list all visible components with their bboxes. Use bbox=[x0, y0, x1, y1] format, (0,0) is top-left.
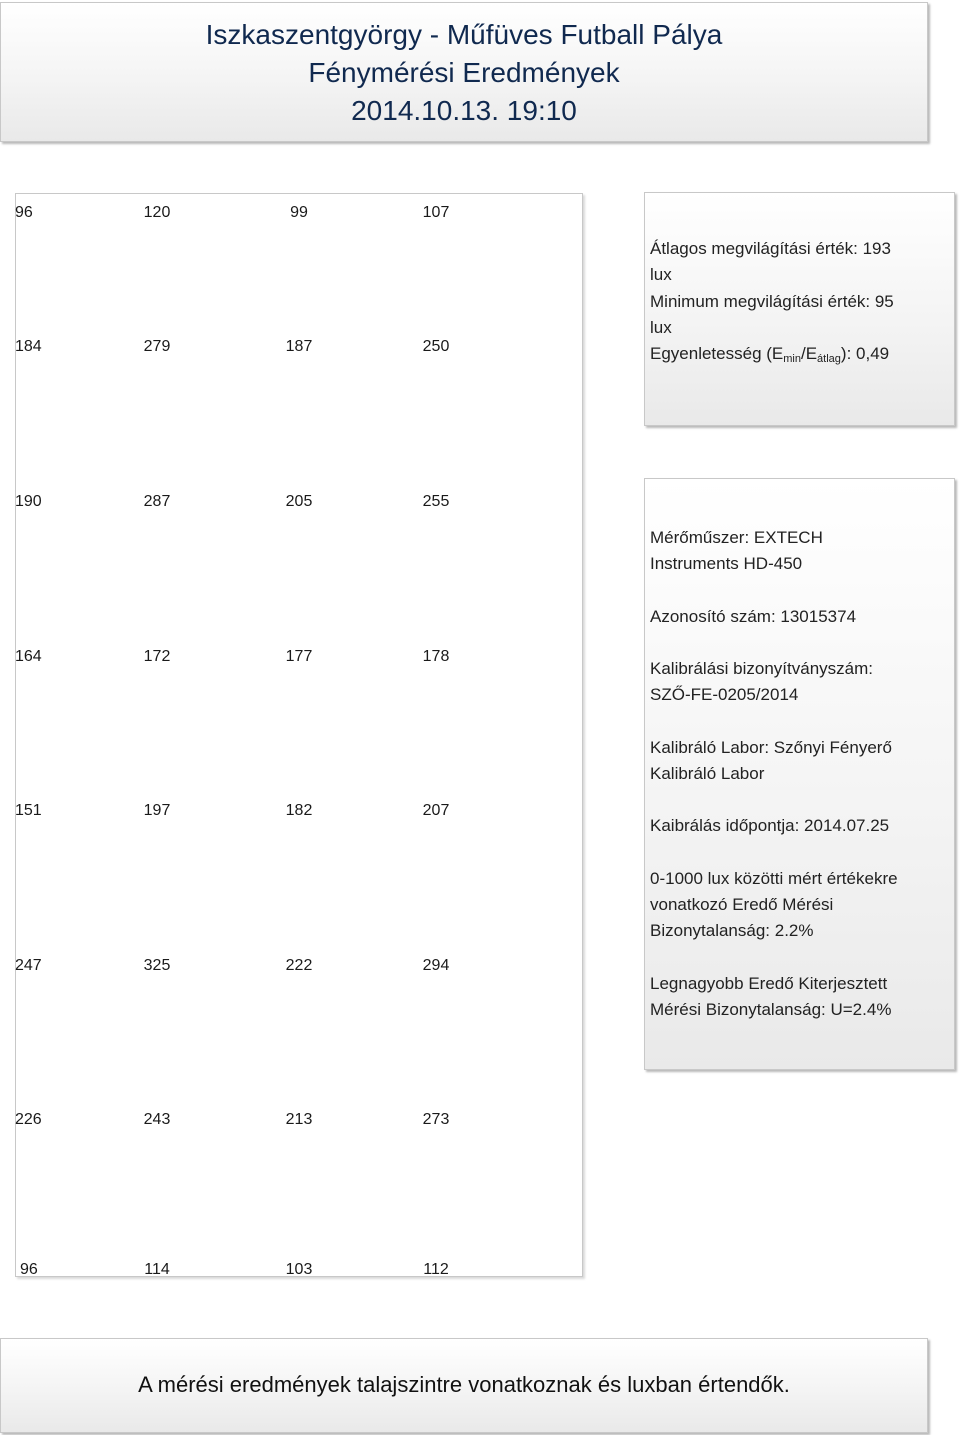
measurement-cell: 226 bbox=[15, 1111, 42, 1128]
measurement-cell: 250 bbox=[422, 338, 450, 355]
certificate-label: Kalibrálási bizonyítványszám: bbox=[650, 659, 873, 678]
instrument-box bbox=[644, 478, 955, 1070]
calibration-lab: Kalibráló Labor: Szőnyi Fényerő bbox=[650, 738, 892, 757]
measurement-cell: 151 bbox=[15, 802, 42, 819]
measurement-cell: 172 bbox=[143, 648, 171, 665]
measurement-cell: 255 bbox=[422, 493, 450, 510]
measurement-cell: 187 bbox=[285, 338, 313, 355]
extended-uncertainty-value: Mérési Bizonytalanság: U=2.4% bbox=[650, 1000, 892, 1019]
report-title: Iszkaszentgyörgy - Műfüves Futball Pálya bbox=[205, 19, 723, 50]
report-header bbox=[0, 2, 928, 142]
certificate-number: SZŐ-FE-0205/2014 bbox=[650, 685, 799, 704]
uniformity bbox=[650, 341, 889, 367]
measurement-cell: 178 bbox=[422, 648, 450, 665]
calibration-lab-cont: Kalibráló Labor bbox=[650, 764, 765, 783]
measurement-cell: 294 bbox=[422, 957, 450, 974]
uniformity-sub-min: min bbox=[783, 353, 801, 365]
uniformity-value: ): 0,49 bbox=[840, 344, 890, 363]
measurement-cell: 273 bbox=[422, 1111, 450, 1128]
report-datetime: 2014.10.13. 19:10 bbox=[351, 95, 577, 126]
measurement-cell: 207 bbox=[422, 802, 450, 819]
device-model: Instruments HD-450 bbox=[650, 554, 803, 573]
measurement-cell: 182 bbox=[285, 802, 313, 819]
measurement-cell: 213 bbox=[285, 1111, 313, 1128]
measurement-cell: 177 bbox=[285, 648, 313, 665]
measurement-cell: 197 bbox=[143, 802, 171, 819]
summary-box bbox=[644, 192, 955, 426]
measurement-cell: 112 bbox=[423, 1261, 449, 1278]
footer-note: A mérési eredmények talajszintre vonatkoznak és luxban értendők. bbox=[138, 1372, 790, 1397]
average-illuminance-unit: lux bbox=[650, 265, 672, 284]
measurement-cell: 103 bbox=[285, 1261, 313, 1278]
measurement-cell: 120 bbox=[143, 204, 171, 221]
report-subtitle: Fénymérési Eredmények bbox=[308, 57, 620, 88]
extended-uncertainty-line-1: Legnagyobb Eredő Kiterjesztett bbox=[650, 974, 888, 993]
device-name: Mérőműszer: EXTECH bbox=[650, 528, 823, 547]
measurement-cell: 325 bbox=[143, 957, 171, 974]
measurement-cell: 107 bbox=[422, 204, 450, 221]
measurement-cell: 190 bbox=[15, 493, 42, 510]
average-illuminance: Átlagos megvilágítási érték: 193 bbox=[650, 239, 891, 258]
minimum-illuminance-unit: lux bbox=[650, 318, 672, 337]
measurement-cell: 287 bbox=[143, 493, 171, 510]
measurement-cell: 205 bbox=[285, 493, 313, 510]
measurement-cell: 247 bbox=[15, 957, 42, 974]
measurement-cell: 279 bbox=[143, 338, 171, 355]
measurement-cell: 114 bbox=[144, 1261, 170, 1278]
uniformity-sub-avg: átlag bbox=[817, 353, 841, 365]
measurement-cell: 243 bbox=[143, 1111, 171, 1128]
measurement-cell: 164 bbox=[15, 648, 42, 665]
uncertainty-line-2: vonatkozó Eredő Mérési bbox=[650, 895, 834, 914]
uncertainty-line-1: 0-1000 lux közötti mért értékekre bbox=[650, 869, 898, 888]
measurement-cell: 222 bbox=[285, 957, 313, 974]
measurement-cell: 96 bbox=[15, 204, 33, 221]
measurement-cell: 96 bbox=[20, 1261, 38, 1278]
uniformity-prefix: Egyenletesség (E bbox=[650, 344, 784, 363]
measurement-cell: 184 bbox=[15, 338, 42, 355]
calibration-date: Kaibrálás időpontja: 2014.07.25 bbox=[650, 816, 890, 835]
footer-note-box bbox=[0, 1338, 928, 1433]
measurement-cell: 99 bbox=[290, 204, 308, 221]
uncertainty-value: Bizonytalanság: 2.2% bbox=[650, 921, 814, 940]
serial-number: Azonosító szám: 13015374 bbox=[650, 607, 857, 626]
minimum-illuminance: Minimum megvilágítási érték: 95 bbox=[650, 292, 894, 311]
uniformity-mid: /E bbox=[800, 344, 818, 363]
